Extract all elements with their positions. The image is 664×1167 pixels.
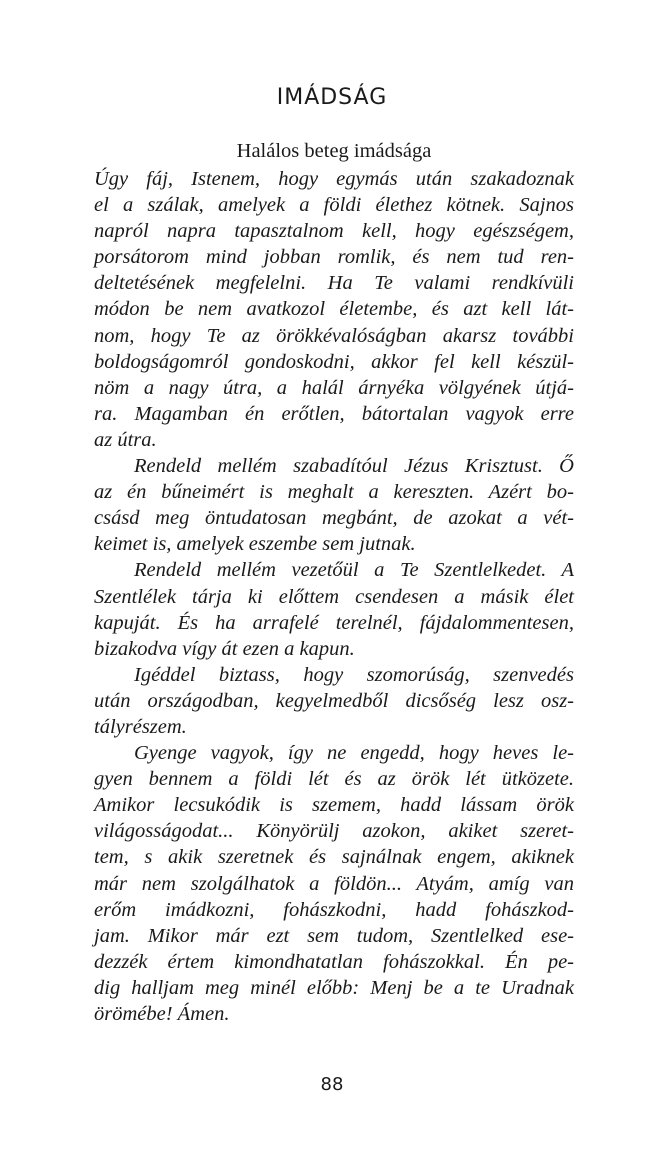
- paragraph-line: dezzék értem kimondhatatlan fohászokkal. Én pe-: [94, 950, 574, 973]
- paragraph-line: dig halljam meg minél előbb: Menj be a te Uradnak: [94, 976, 574, 999]
- prayer-paragraph: [94, 166, 574, 453]
- paragraph-line: nom, hogy Te az örökkévalóságban akarsz további: [94, 324, 574, 347]
- paragraph-line: Amikor lecsukódik is szemem, hadd lássam örök: [94, 794, 574, 817]
- prayer-title: Halálos beteg imádsága: [236, 140, 432, 162]
- paragraph-line: napról napra tapasztalnom kell, hogy egészségem,: [94, 220, 574, 243]
- paragraph-line: bizakodva vígy át ezen a kapun.: [94, 637, 355, 660]
- prayer-text-block: [94, 136, 574, 1027]
- paragraph-line: keimet is, amelyek eszembe sem jutnak.: [94, 533, 416, 556]
- prayer-paragraph: [94, 453, 574, 557]
- paragraph-line: gyen bennem a földi lét és az örök lét ütközete.: [94, 768, 574, 791]
- paragraph-line: boldogságomról gondoskodni, akkor fel kell készül-: [94, 350, 574, 373]
- prayer-paragraph: [94, 557, 574, 661]
- paragraph-line: már nem szolgálhatok a földön... Atyám, amíg van: [94, 872, 574, 895]
- paragraph-line: az útra.: [94, 428, 157, 451]
- paragraph-line: el a szálak, amelyek a földi élethez kötnek. Sajnos: [94, 194, 574, 217]
- paragraph-line: Rendeld mellém vezetőül a Te Szentlelkedet. A: [134, 559, 574, 582]
- prayer-body: [94, 166, 574, 1027]
- paragraph-line: örömébe! Ámen.: [94, 1003, 230, 1025]
- paragraph-line: kapuját. És ha arrafelé terelnél, fájdalommentesen,: [94, 611, 574, 634]
- prayer-paragraph: [94, 662, 574, 740]
- paragraph-line: deltetésének megfelelni. Ha Te valami rendkívüli: [94, 272, 574, 295]
- paragraph-line: Gyenge vagyok, így ne engedd, hogy heves le-: [134, 742, 574, 765]
- paragraph-line: nöm a nagy útra, a halál árnyéka völgyének útjá-: [94, 376, 574, 399]
- paragraph-line: tem, s akik szeretnek és sajnálnak engem, akiknek: [94, 846, 574, 869]
- page-number: 88: [320, 1074, 344, 1095]
- paragraph-line: az én bűneimért is meghalt a kereszten. Azért bo-: [94, 481, 574, 504]
- paragraph-line: ra. Magamban én erőtlen, bátortalan vagyok erre: [94, 402, 574, 425]
- paragraph-line: Rendeld mellém szabadítóul Jézus Krisztust. Ő: [134, 455, 574, 478]
- paragraph-line: tályrészem.: [94, 715, 187, 738]
- paragraph-line: világosságodat... Könyörülj azokon, akiket szeret-: [94, 820, 574, 843]
- paragraph-line: után országodban, kegyelmedből dicsőség lesz osz-: [94, 689, 574, 712]
- paragraph-line: módon be nem avatkozol életembe, és azt kell lát-: [94, 298, 574, 321]
- paragraph-line: Úgy fáj, Istenem, hogy egymás után szakadoznak: [94, 168, 574, 190]
- paragraph-line: csásd meg öntudatosan megbánt, de azokat a vét-: [94, 507, 574, 530]
- paragraph-line: erőm imádkozni, fohászkodni, hadd fohászkod-: [94, 898, 574, 921]
- prayer-paragraph: [94, 740, 574, 1027]
- paragraph-line: jam. Mikor már ezt sem tudom, Szentlelked ese-: [94, 924, 574, 947]
- paragraph-line: porsátorom mind jobban romlik, és nem tud ren-: [94, 246, 574, 269]
- paragraph-line: Igéddel biztass, hogy szomorúság, szenvedés: [134, 663, 574, 686]
- page-header-title: IMÁDSÁG: [276, 85, 388, 110]
- paragraph-line: Szentlélek tárja ki előttem csendesen a másik élet: [94, 585, 574, 608]
